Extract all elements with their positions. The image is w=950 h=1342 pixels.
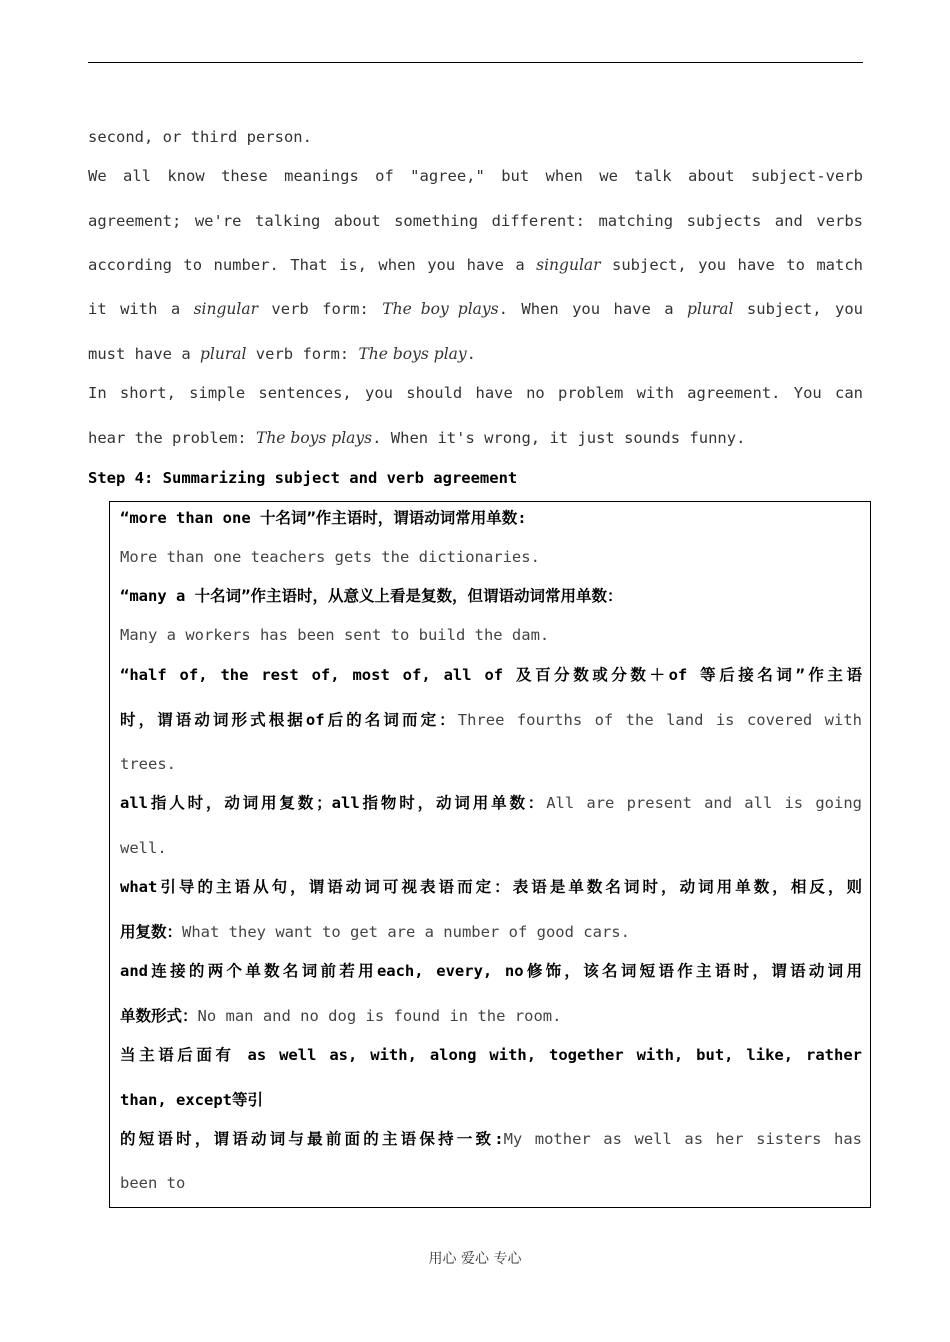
italic-example: The boys plays xyxy=(255,429,373,447)
body-text: . When you have a xyxy=(498,300,688,318)
italic-term: plural xyxy=(199,345,247,363)
body-text: second, or third person. xyxy=(88,128,312,146)
rule-title-text: “many a 十名词”作主语时，从意义上看是复数，但谓语动词常用单数： xyxy=(120,587,623,605)
rule-title-text: 当主语后面有 as well as, with, along with, together with, but, like, rather xyxy=(120,1046,862,1064)
rule-example-text: well. xyxy=(120,839,167,857)
body-text: according to number. That is, when you have a xyxy=(88,256,537,274)
rule-title xyxy=(120,586,862,606)
rule-title-text: than, except等引 xyxy=(120,1091,263,1109)
rule-title xyxy=(120,1006,862,1026)
body-text: verb form: xyxy=(246,345,359,363)
rule-example-text: Three fourths of the land is covered with xyxy=(457,711,862,729)
rule-example-text: trees. xyxy=(120,755,176,773)
rule-title-text: all指人时，动词用复数；all指物时，动词用单数： xyxy=(120,794,547,812)
paragraph-line xyxy=(88,166,863,186)
page-footer: 用心 爱心 专心 xyxy=(428,1251,522,1267)
paragraph-line xyxy=(88,299,863,319)
rule-title xyxy=(120,1129,862,1149)
paragraph-line xyxy=(88,383,863,403)
step-heading: Step 4: Summarizing subject and verb agreement xyxy=(88,469,518,487)
rule-example-text: been to xyxy=(120,1174,186,1192)
rule-title-text: 的短语时，谓语动词与最前面的主语保持一致: xyxy=(120,1130,504,1148)
rule-title xyxy=(120,793,862,813)
rule-title-text: and连接的两个单数名词前若用each, every, no修饰，该名词短语作主语时，谓语动词用 xyxy=(120,962,862,980)
header-rule xyxy=(88,62,863,63)
rule-example xyxy=(120,625,862,645)
italic-term: plural xyxy=(687,300,734,318)
rule-example xyxy=(120,1173,862,1193)
italic-term: singular xyxy=(536,256,601,274)
paragraph-line xyxy=(88,211,863,231)
body-text: . When it's wrong, it just sounds funny. xyxy=(372,429,746,447)
body-text: . xyxy=(466,345,476,363)
rule-title xyxy=(120,961,862,981)
rule-example xyxy=(120,547,862,567)
rule-example-text: My mother as well as her sisters has xyxy=(503,1130,862,1148)
body-text: subject, you have to match xyxy=(600,256,864,274)
rule-example-text: More than one teachers gets the dictionaries. xyxy=(120,548,540,566)
rule-title xyxy=(120,665,862,685)
body-text: it with a xyxy=(88,300,194,318)
body-text: hear the problem: xyxy=(88,429,256,447)
body-text: must have a xyxy=(88,345,200,363)
rule-example-text: Many a workers has been sent to build the dam. xyxy=(120,626,550,644)
rule-title-text: what引导的主语从句，谓语动词可视表语而定：表语是单数名词时，动词用单数，相反，则 xyxy=(120,878,862,896)
body-text: We all know these meanings of "agree," but when we talk about subject-verb xyxy=(88,167,863,185)
rule-title xyxy=(120,508,862,528)
rule-example xyxy=(120,838,862,858)
rule-title xyxy=(120,877,862,897)
body-text: subject, you xyxy=(733,300,863,318)
rule-title-text: “half of, the rest of, most of, all of 及百分数或分数＋of 等后接名词”作主语 xyxy=(120,666,862,684)
rule-title xyxy=(120,710,862,730)
rule-example-text: All are present and all is going xyxy=(546,794,862,812)
italic-term: singular xyxy=(193,300,258,318)
rule-title xyxy=(120,1045,862,1065)
italic-example: The boys play xyxy=(358,345,467,363)
rule-title-text: 单数形式： xyxy=(120,1007,198,1025)
rule-example xyxy=(120,754,862,774)
body-text: In short, simple sentences, you should have no problem with agreement. You can xyxy=(88,384,863,402)
rule-title-text: 用复数： xyxy=(120,923,183,941)
rule-example-text: No man and no dog is found in the room. xyxy=(197,1007,562,1025)
italic-example: The boy plays xyxy=(382,300,499,318)
rule-title xyxy=(120,922,862,942)
rule-title xyxy=(120,1090,862,1110)
rule-example-text: What they want to get are a number of good cars. xyxy=(182,923,630,941)
paragraph-line xyxy=(88,255,863,275)
paragraph-line xyxy=(88,127,863,147)
body-text: verb form: xyxy=(258,300,383,318)
body-text: agreement; we're talking about something different: matching subjects and verbs xyxy=(88,212,863,230)
paragraph-line xyxy=(88,344,863,364)
rule-title-text: 时，谓语动词形式根据of后的名词而定： xyxy=(120,711,458,729)
rules-box xyxy=(109,501,871,1208)
rule-title-text: “more than one 十名词”作主语时，谓语动词常用单数: xyxy=(120,509,527,527)
paragraph-line xyxy=(88,428,863,448)
